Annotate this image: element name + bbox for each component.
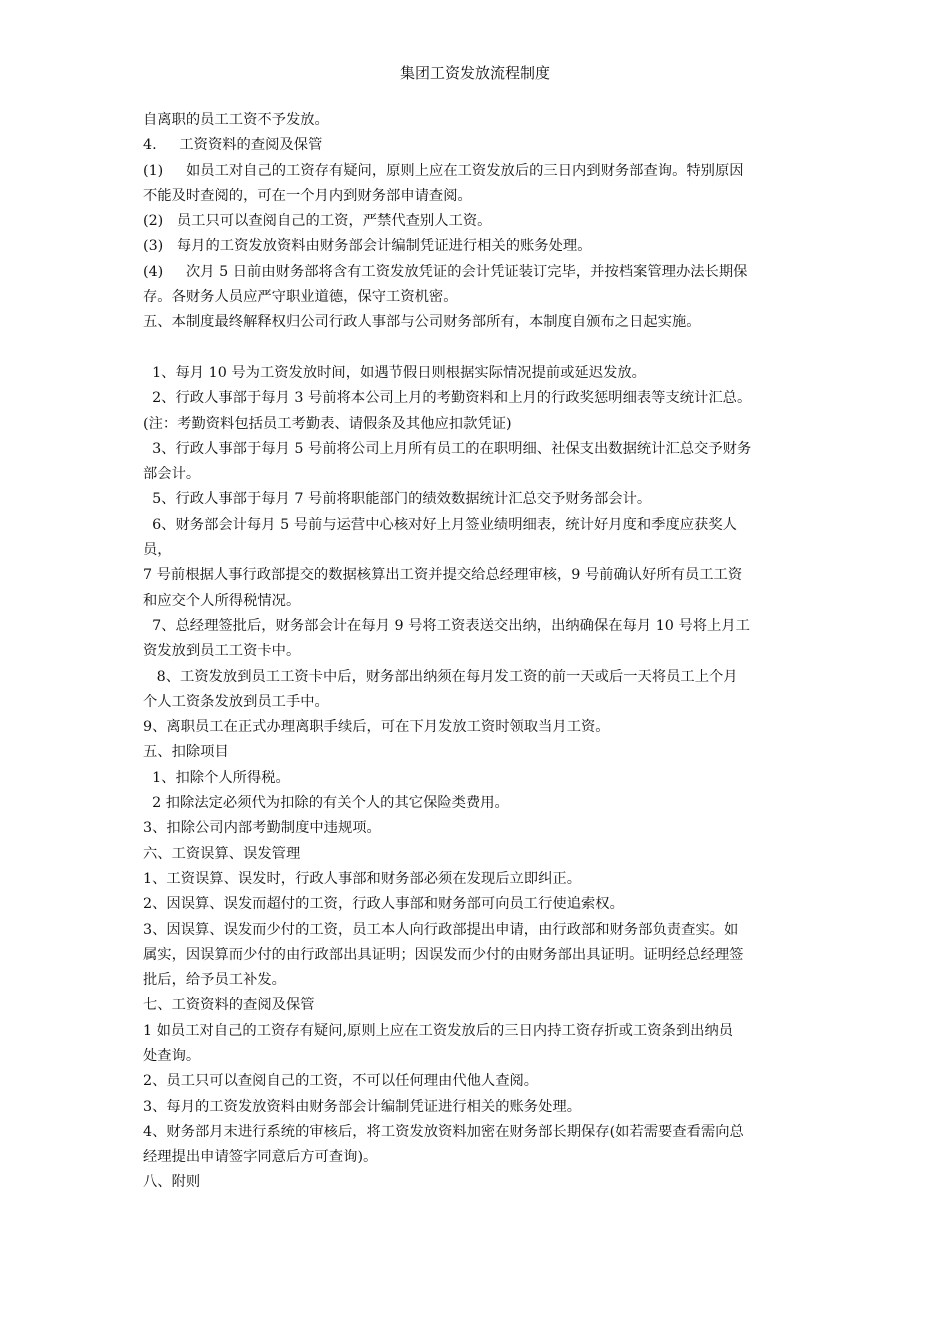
text-line: 4、财务部月末进行系统的审核后，将工资发放资料加密在财务部长期保存(如若需要查看需向总 (143, 1123, 744, 1140)
text-line: 1、工资误算、误发时，行政人事部和财务部必须在发现后立即纠正。 (143, 870, 581, 887)
document-body (143, 108, 819, 1196)
text-line: 2 扣除法定必须代为扣除的有关个人的其它保险类费用。 (143, 795, 509, 812)
text-line: (注：考勤资料包括员工考勤表、请假条及其他应扣款凭证) (143, 415, 512, 432)
text-line: 属实，因误算而少付的由行政部出具证明；因误发而少付的由财务部出具证明。证明经总经理签 (143, 946, 744, 963)
section-heading: 五、扣除项目 (143, 744, 229, 761)
text-line: 批后，给予员工补发。 (143, 972, 286, 989)
text-line: 存。各财务人员应严守职业道德，保守工资机密。 (143, 289, 458, 306)
text-line: 7 号前根据人事行政部提交的数据核算出工资并提交给总经理审核，9 号前确认好所有员工工资 (143, 567, 743, 584)
text-line: 员， (143, 542, 172, 559)
text-line: 部会计。 (143, 466, 201, 483)
text-line: 3、扣除公司内部考勤制度中违规项。 (143, 820, 381, 837)
blank-line (143, 336, 819, 361)
text-line: (2) 员工只可以查阅自己的工资，严禁代查别人工资。 (143, 213, 492, 230)
text-line: 五、本制度最终解释权归公司行政人事部与公司财务部所有，本制度自颁布之日起实施。 (143, 314, 701, 331)
text-line: 3、每月的工资发放资料由财务部会计编制凭证进行相关的账务处理。 (143, 1098, 581, 1115)
text-line: 1、扣除个人所得税。 (143, 769, 290, 786)
text-line: 自离职的员工工资不予发放。 (143, 112, 329, 128)
text-line: 2、因误算、误发而超付的工资，行政人事部和财务部可向员工行使追索权。 (143, 896, 624, 913)
section-heading: 六、工资误算、误发管理 (143, 845, 301, 862)
text-line: 1 如员工对自己的工资存有疑问,原则上应在工资发放后的三日内持工资存折或工资条到出纳员 (143, 1022, 734, 1039)
text-line: (3) 每月的工资发放资料由财务部会计编制凭证进行相关的账务处理。 (143, 238, 592, 255)
text-line: 3、因误算、误发而少付的工资，员工本人向行政部提出申请，由行政部和财务部负责查实。如 (143, 921, 739, 938)
text-line: 3、行政人事部于每月 5 号前将公司上月所有员工的在职明细、社保支出数据统计汇总交予财务 (143, 440, 752, 457)
text-line: 和应交个人所得税情况。 (143, 592, 301, 609)
text-line: 不能及时查阅的，可在一个月内到财务部申请查阅。 (143, 187, 472, 204)
section-heading: 八、附则 (143, 1174, 201, 1191)
text-line: 1、每月 10 号为工资发放时间，如遇节假日则根据实际情况提前或延迟发放。 (143, 364, 646, 381)
text-line: 7、总经理签批后，财务部会计在每月 9 号将工资表送交出纳，出纳确保在每月 10 号将上月工 (143, 617, 750, 634)
text-line: (1) 如员工对自己的工资存有疑问，原则上应在工资发放后的三日内到财务部查询。特别原因 (143, 162, 744, 179)
document-title: 集团工资发放流程制度 (399, 64, 550, 82)
text-line: 5、行政人事部于每月 7 号前将职能部门的绩效数据统计汇总交予财务部会计。 (143, 491, 652, 508)
section-heading: 七、工资资料的查阅及保管 (143, 997, 315, 1014)
text-line: 6、财务部会计每月 5 号前与运营中心核对好上月签业绩明细表，统计好月度和季度应获奖人 (143, 516, 737, 533)
text-line: 资发放到员工工资卡中。 (143, 643, 301, 660)
text-line: 经理提出申请签字同意后方可查询)。 (143, 1149, 378, 1166)
text-line: (4) 次月 5 日前由财务部将含有工资发放凭证的会计凭证装订完毕，并按档案管理办法长期保 (143, 263, 748, 280)
text-line: 处查询。 (143, 1047, 201, 1064)
text-line: 8、工资发放到员工工资卡中后，财务部出纳须在每月发工资的前一天或后一天将员工上个月 (143, 668, 738, 685)
text-line: 个人工资条发放到员工手中。 (143, 693, 329, 710)
text-line: 9、离职员工在正式办理离职手续后，可在下月发放工资时领取当月工资。 (143, 719, 610, 736)
text-line: 2、行政人事部于每月 3 号前将本公司上月的考勤资料和上月的行政奖惩明细表等支统计汇总。 (143, 390, 752, 407)
section-heading: 4. 工资资料的查阅及保管 (143, 137, 323, 154)
text-line: 2、员工只可以查阅自己的工资，不可以任何理由代他人查阅。 (143, 1073, 539, 1090)
